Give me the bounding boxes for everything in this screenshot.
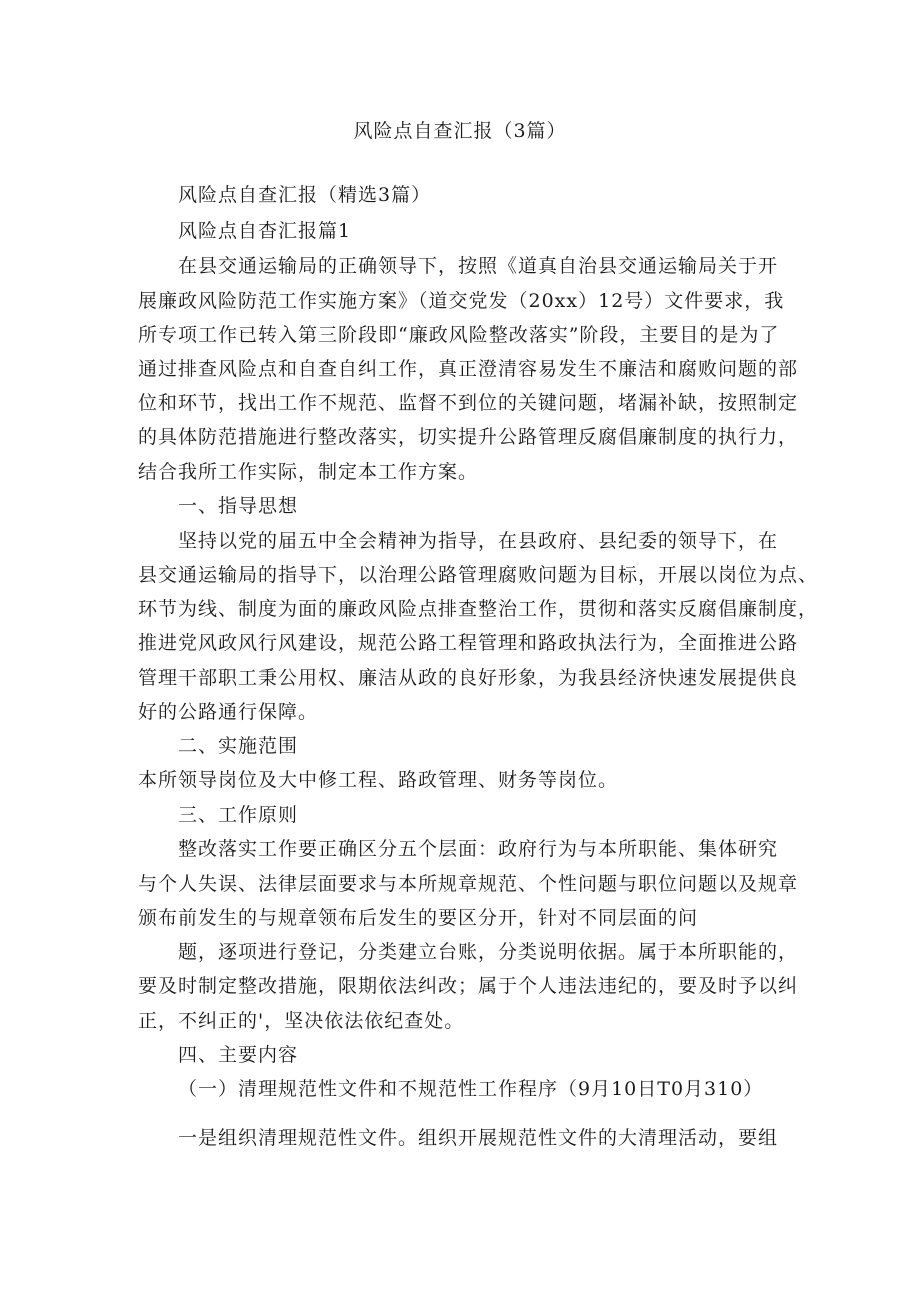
paragraph-line: 在县交通运输局的正确领导下，按照《道真自治县交通运输局关于开 bbox=[178, 255, 779, 277]
section-heading: 三、工作原则 bbox=[178, 804, 299, 826]
paragraph-line: 题，逐项进行登记，分类建立台账，分类说明依据。属于本所职能的， bbox=[178, 941, 799, 963]
paragraph-line: 位和环节，找出工作不规范、监督不到位的关键问题，堵漏补缺，按照制定 bbox=[138, 392, 799, 414]
paragraph-line: 所专项工作已转入第三阶段即“廉政风险整改落实”阶段，主要目的是为了 bbox=[138, 324, 780, 346]
paragraph-line: 正，不纠正的'，坚决依法依纪查处。 bbox=[138, 1010, 465, 1032]
paragraph-line: 本所领导岗位及大中修工程、路政管理、财务等岗位。 bbox=[138, 769, 619, 791]
paragraph-line: 县交通运输局的指导下，以治理公路管理腐败问题为目标，开展以岗位为点、 bbox=[138, 564, 819, 586]
paragraph-line: 颁布前发生的与规章领布后发生的要区分开，针对不同层面的问 bbox=[138, 907, 699, 929]
paragraph-line: 一是组织清理规范性文件。组织开展规范性文件的大清理活动，要组 bbox=[178, 1127, 779, 1149]
paragraph-line: 结合我所工作实际，制定本工作方案。 bbox=[138, 461, 479, 483]
section-heading: 二、实施范围 bbox=[178, 735, 299, 757]
document-title: 风险点自查汇报（3篇） bbox=[353, 120, 567, 142]
paragraph-line: 展廉政风险防范工作实施方案》（道交党发（20xx）12号）文件要求，我 bbox=[138, 290, 785, 312]
subtitle: 风险点自查汇报（精选3篇） bbox=[178, 184, 432, 206]
paragraph-line: 管理干部职工秉公用权、廉洁从政的良好形象，为我县经济快速发展提供良 bbox=[138, 667, 799, 689]
section-heading: 一、指导思想 bbox=[178, 495, 299, 517]
paragraph-line: 整改落实工作要正确区分五个层面：政府行为与本所职能、集体研究 bbox=[178, 838, 779, 860]
paragraph-line: 的具体防范措施进行整改落实，切实提升公路管理反腐倡廉制度的执行力， bbox=[138, 426, 799, 448]
paragraph-line: 通过排查风险点和自查自纠工作，真正澄清容易发生不廉洁和腐败问题的部 bbox=[138, 358, 799, 380]
section-heading: 风险点自杳汇报篇1 bbox=[178, 220, 352, 242]
paragraph-line: 要及时制定整改措施，限期依法纠改；属于个人违法违纪的，要及时予以纠 bbox=[138, 975, 799, 997]
subsection-heading: （一）清理规范性文件和不规范性工作程序（9月10日T0月310） bbox=[178, 1078, 764, 1100]
section-heading: 四、主要内容 bbox=[178, 1044, 299, 1066]
paragraph-line: 坚持以党的届五中全会精神为指导，在县政府、县纪委的领导下，在 bbox=[178, 530, 779, 552]
paragraph-line: 环节为线、制度为面的廉政风险点排查整治工作，贯彻和落实反腐倡廉制度， bbox=[138, 598, 819, 620]
paragraph-line: 好的公路通行保障。 bbox=[138, 701, 319, 723]
paragraph-line: 与个人失误、法律层面要求与本所规章规范、个性问题与职位问题以及规章 bbox=[138, 873, 799, 895]
paragraph-line: 推进党风政风行风建设，规范公路工程管理和路政执法行为，全面推进公路 bbox=[138, 632, 799, 654]
